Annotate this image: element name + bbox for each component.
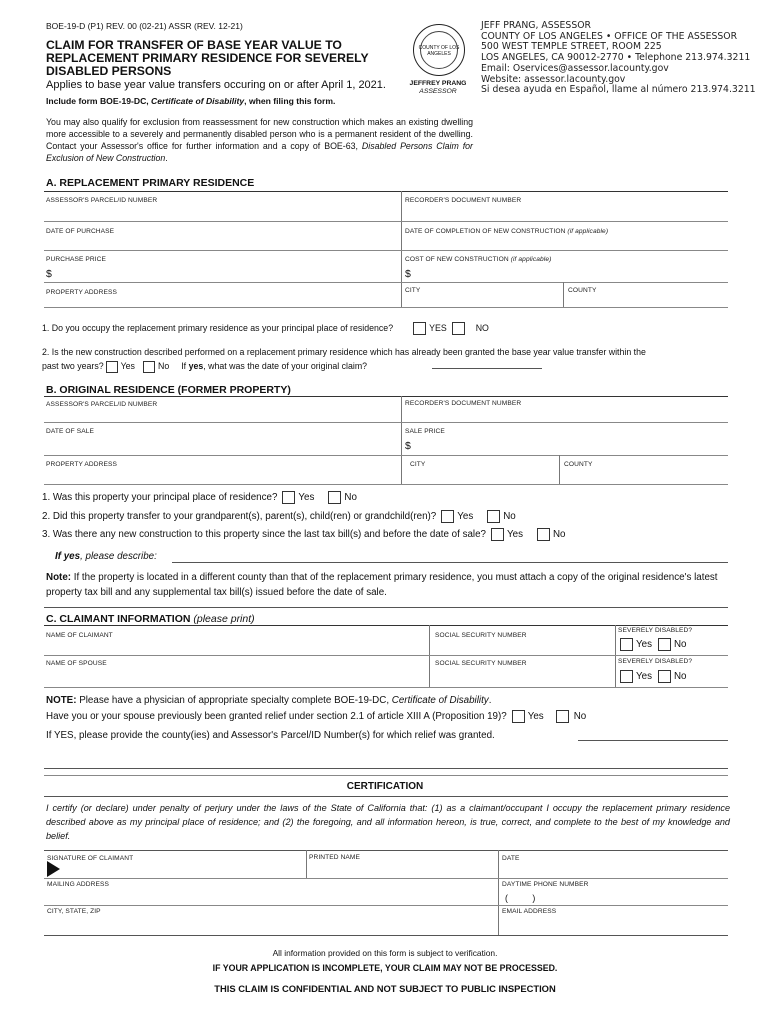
c-prop19-question: Have you or your spouse previously been granted relief under section 2.1 of article XIII A (Proposition 19)? Yes No (46, 711, 587, 723)
a-purchase-price-label: PURCHASE PRICE (46, 256, 107, 263)
b-describe-line[interactable] (172, 562, 728, 563)
a-question-2: 2. Is the new construction described performed on a replacement primary residence which has already been granted the base year value transfer within the past two years? Yes No If yes, what was the date of your original claim? (42, 347, 646, 371)
c-spouse-disabled: Yes No (615, 670, 687, 683)
section-b-heading: B. ORIGINAL RESIDENCE (FORMER PROPERTY) (46, 384, 291, 396)
certification-title: CERTIFICATION (346, 781, 424, 792)
b-describe-label: If yes, please describe: (55, 551, 157, 562)
c-name-spouse-label: NAME OF SPOUSE (46, 660, 107, 667)
printed-name-label: PRINTED NAME (309, 854, 361, 861)
c-note: NOTE: Please have a physician of appropriate specialty complete BOE-19-DC, Certificate of Disability. (46, 695, 492, 706)
c-prop19-no-checkbox[interactable] (556, 710, 569, 723)
c-claimant-no-checkbox[interactable] (658, 638, 671, 651)
a-q2-yes-checkbox[interactable] (106, 361, 118, 373)
b-q1-no-checkbox[interactable] (328, 491, 341, 504)
b-q2-yes-checkbox[interactable] (441, 510, 454, 523)
b-city-label: CITY (410, 461, 426, 468)
certification-text: I certify (or declare) under penalty of perjury under the laws of the State of California that: (1) as a claimant/occupant I occupy the replacement primary residence described above as my principal place of residence; and (2) the foregoing, and all information hereon, is true, correct, and complete to the best of my knowledge and belief. (46, 803, 730, 841)
footer-incomplete: IF YOUR APPLICATION IS INCOMPLETE, YOUR CLAIM MAY NOT BE PROCESSED. (212, 963, 558, 973)
include-note: Include form BOE-19-DC, Certificate of Disability, when filing this form. (46, 96, 336, 106)
c-spouse-yes-checkbox[interactable] (620, 670, 633, 683)
a-cost-new-label: COST OF NEW CONSTRUCTION (if applicable) (405, 256, 552, 263)
b-sale-price-label: SALE PRICE (405, 428, 445, 435)
b-question-2: 2. Did this property transfer to your grandparent(s), parent(s), child(ren) or grandchild(ren)? Yes No (42, 511, 516, 523)
c-if-yes-line: If YES, please provide the county(ies) and Assessor's Parcel/ID Number(s) for which relief was granted. (46, 730, 495, 741)
section-a-heading: A. REPLACEMENT PRIMARY RESIDENCE (46, 177, 255, 189)
a-county-label: COUNTY (568, 287, 597, 294)
b-question-3: 3. Was there any new construction to this property since the last tax bill(s) and before the date of sale? Yes No (42, 529, 566, 541)
county-seal-icon: COUNTY OF LOS ANGELES (413, 24, 465, 76)
email-label: EMAIL ADDRESS (502, 908, 557, 915)
form-id: BOE-19-D (P1) REV. 00 (02-21) ASSR (REV. 12-21) (46, 21, 243, 31)
b-property-address-label: PROPERTY ADDRESS (46, 461, 117, 468)
a-question-1: 1. Do you occupy the replacement primary residence as your principal place of residence? YES NO (42, 322, 489, 335)
form-title: CLAIM FOR TRANSFER OF BASE YEAR VALUE TO REPLACEMENT PRIMARY RESIDENCE FOR SEVERELY DISABLED PERSONS (46, 38, 369, 78)
c-severely-label: SEVERELY DISABLED? (618, 627, 693, 634)
a-date-purchase-label: DATE OF PURCHASE (46, 228, 115, 235)
a-q1-no-checkbox[interactable] (452, 322, 465, 335)
b-date-sale-label: DATE OF SALE (46, 428, 94, 435)
a-city-label: CITY (405, 287, 421, 294)
a-purchase-dollar: $ (46, 268, 52, 280)
c-relief-line-2[interactable] (44, 768, 728, 769)
signature-label: SIGNATURE OF CLAIMANT (47, 855, 134, 862)
b-question-1: 1. Was this property your principal place of residence? Yes No (42, 492, 357, 504)
c-name-claimant-label: NAME OF CLAIMANT (46, 632, 113, 639)
a-recorder-label: RECORDER'S DOCUMENT NUMBER (405, 197, 522, 204)
phone-label: DAYTIME PHONE NUMBER (502, 881, 589, 888)
b-q2-no-checkbox[interactable] (487, 510, 500, 523)
c-ssn-label: SOCIAL SECURITY NUMBER (435, 632, 527, 639)
c-spouse-ssn-label: SOCIAL SECURITY NUMBER (435, 660, 527, 667)
c-prop19-yes-checkbox[interactable] (512, 710, 525, 723)
b-recorder-label: RECORDER'S DOCUMENT NUMBER (405, 400, 522, 407)
c-relief-line-1[interactable] (578, 740, 728, 741)
c-claimant-disabled: Yes No (615, 638, 687, 651)
mailing-address-label: MAILING ADDRESS (47, 881, 109, 888)
c-spouse-no-checkbox[interactable] (658, 670, 671, 683)
date-label: DATE (502, 855, 520, 862)
applies-note: Applies to base year value transfers occuring on or after April 1, 2021. (46, 79, 386, 91)
c-claimant-yes-checkbox[interactable] (620, 638, 633, 651)
a-property-address-label: PROPERTY ADDRESS (46, 289, 117, 296)
footer-verification: All information provided on this form is subject to verification. (272, 948, 498, 958)
b-note: Note: If the property is located in a different county than that of the replacement primary residence, you must attach a copy of the original residence's latest property tax bill and any supplemental tax bill(s) issued before the date of sale. (46, 572, 718, 598)
b-q3-yes-checkbox[interactable] (491, 528, 504, 541)
a-parcel-label: ASSESSOR'S PARCEL/ID NUMBER (46, 197, 158, 204)
city-state-zip-label: CITY, STATE, ZIP (47, 908, 101, 915)
sign-here-arrow-icon (47, 861, 60, 877)
intro-paragraph: You may also qualify for exclusion from reassessment for new construction which makes an existing dwelling more accessible to a severely and permanently disabled person who is a permanent resident of the dwelling. Contact your Assessor's office for further information and a copy of BOE-63, Disabled Persons Claim for Exclusion of New Construction. (46, 117, 473, 163)
b-sale-dollar: $ (405, 440, 411, 452)
b-q1-yes-checkbox[interactable] (282, 491, 295, 504)
b-parcel-label: ASSESSOR'S PARCEL/ID NUMBER (46, 401, 158, 408)
a-q2-date-line[interactable] (432, 368, 542, 369)
assessor-contact: JEFF PRANG, ASSESSOR COUNTY OF LOS ANGELES • OFFICE OF THE ASSESSOR 500 WEST TEMPLE STREET, ROOM 225 LOS ANGELES, CA 90012-2770 • Telephone 213.974.3211 Email: Oservices@assessor.lacounty.gov Website: assessor.lacounty.gov Si desea ayuda en Español, llame al número 213.974.3211 (481, 20, 756, 96)
a-q2-no-checkbox[interactable] (143, 361, 155, 373)
b-q3-no-checkbox[interactable] (537, 528, 550, 541)
seal-caption: JEFFREY PRANG ASSESSOR (409, 80, 467, 95)
c-spouse-severely-label: SEVERELY DISABLED? (618, 658, 693, 665)
a-cost-dollar: $ (405, 268, 411, 280)
b-county-label: COUNTY (564, 461, 593, 468)
phone-parens: ( ) (505, 893, 536, 903)
a-date-completion-label: DATE OF COMPLETION OF NEW CONSTRUCTION (if applicable) (405, 228, 609, 235)
a-q1-yes-checkbox[interactable] (413, 322, 426, 335)
section-c-heading: C. CLAIMANT INFORMATION (please print) (46, 613, 255, 625)
footer-confidential: THIS CLAIM IS CONFIDENTIAL AND NOT SUBJECT TO PUBLIC INSPECTION (214, 983, 556, 994)
